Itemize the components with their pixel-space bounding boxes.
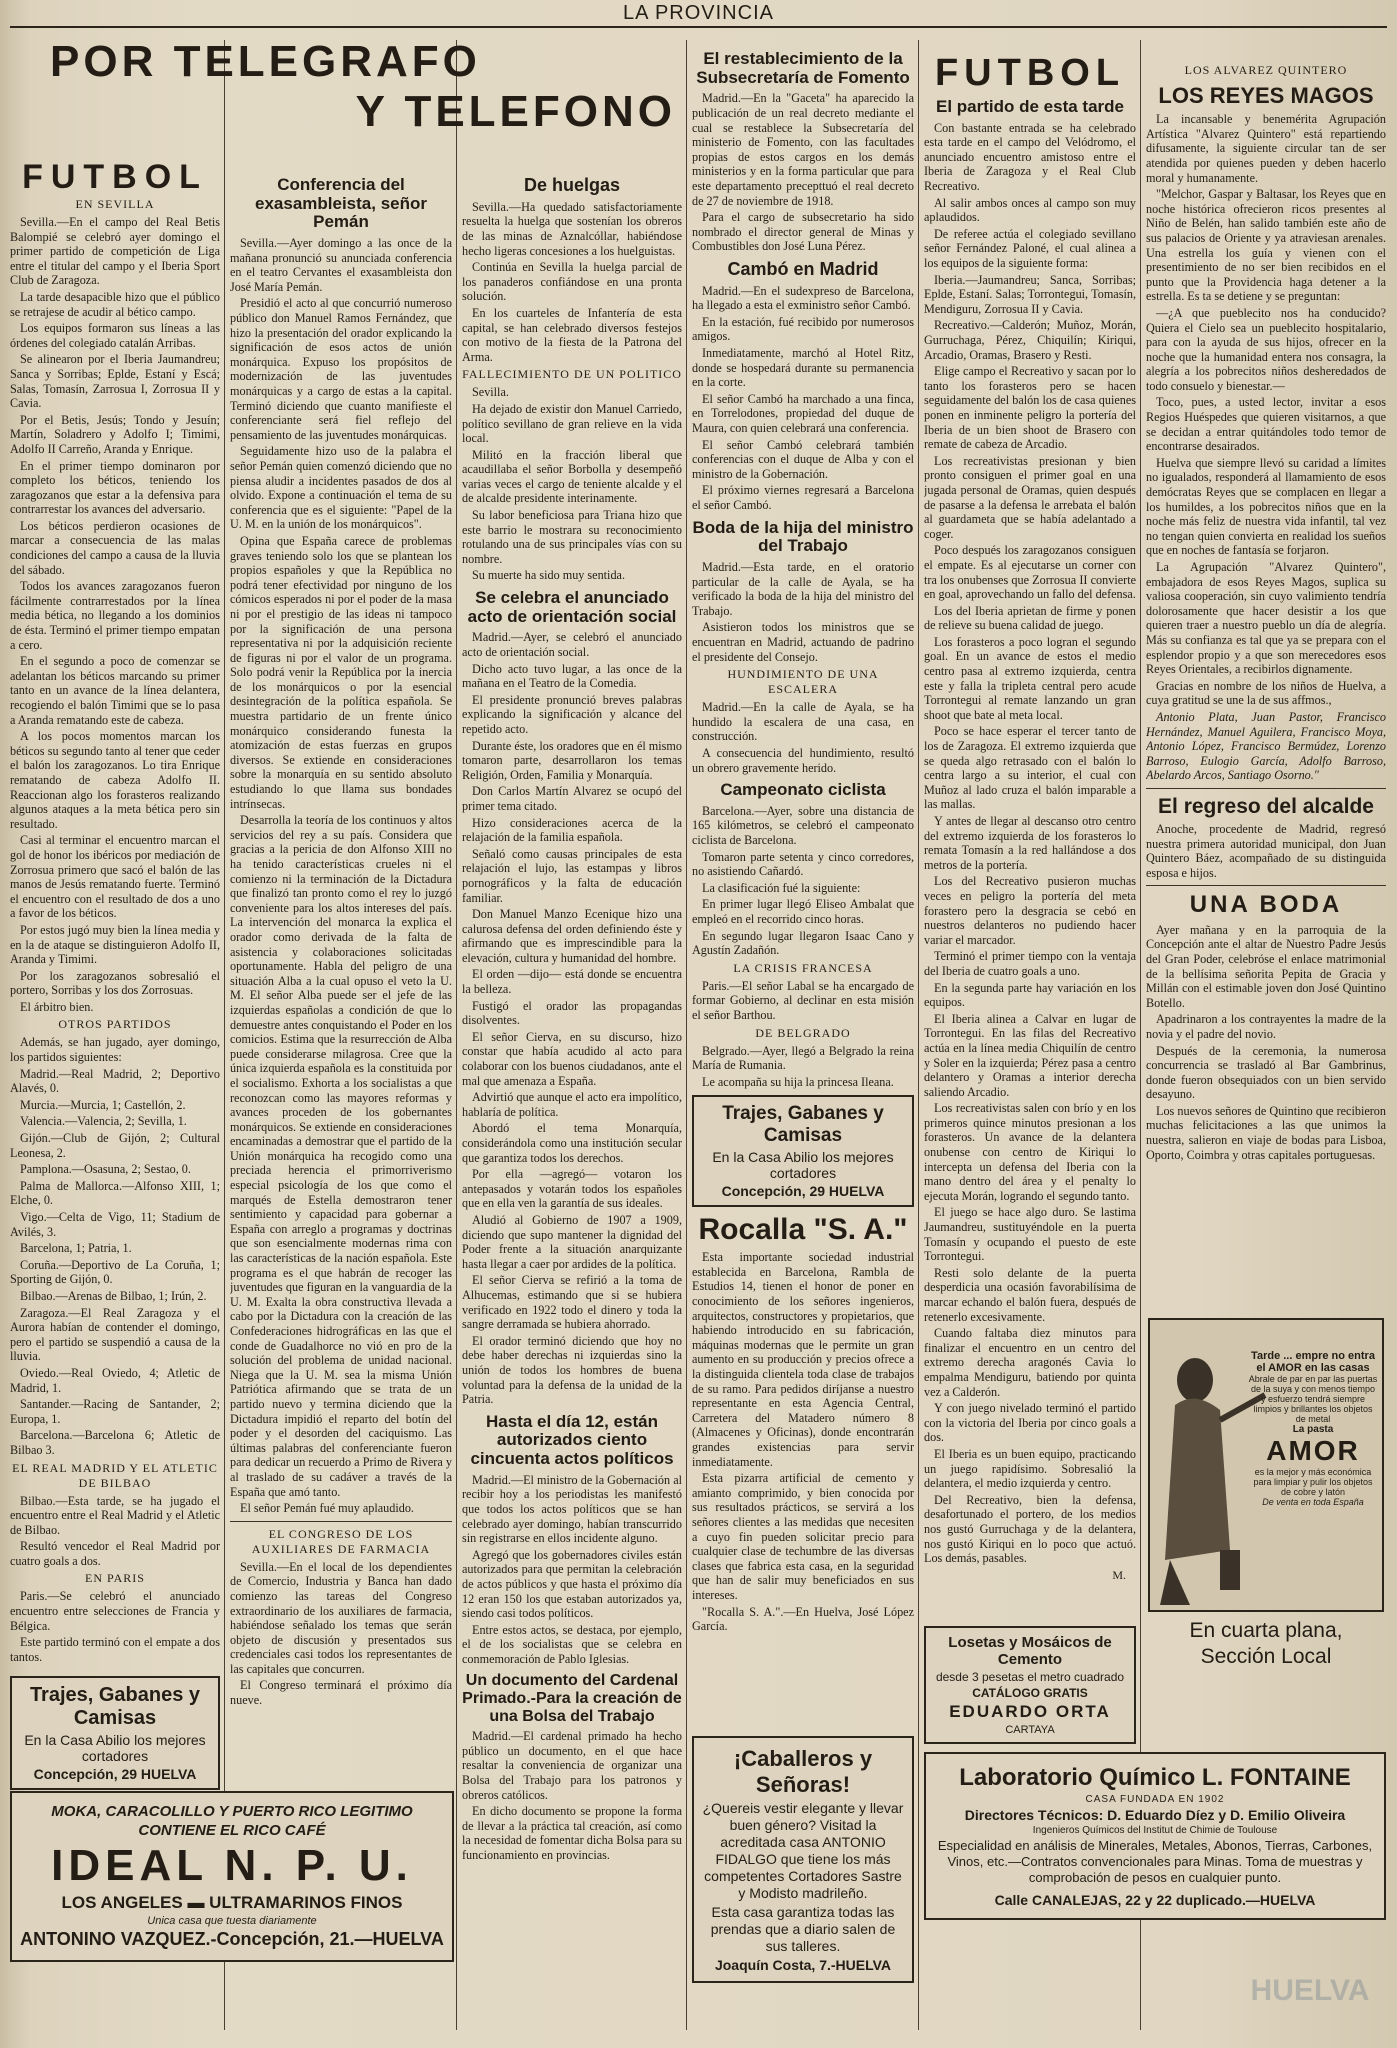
paragraph: A los pocos momentos marcan los béticos su segundo tanto al tener que ceder el balón los zaragozanos. Lo tira Enrique rematando de cabeza Adolfo II. Reaccionan algo los forasteros realizando algunos ataques a la meta bética pero sin resultado. — [10, 729, 220, 831]
paragraph: Desarrolla la teoría de los continuos y altos servicios del rey a su país. Considera que gracias a la pericia de don Alfonso XIII no ha tenido características crueles ni el comienzo ni la terminación de la Dictadura que finalizó tan pronto como el rey lo juzgó conveniente para los altos intereses del país. La intervención del monarca la explica el orador como derivada de la falta de asistencia y colaboraciones solicitadas oportunamente. Habla del peligro de una situación Alba a la cual opuso el veto la U. M. El señor Alba puede ser el jefe de las izquierdas españolas a condición de que lo demuestre antes conquistando el Poder en los comicios. Estima que la resurrección de Alba puede considerarse milagrosa. Cree que la única izquierda española es la constituida por el socialismo. Exhorta a los socialistas a que reconozcan como las mayores reformas y avances proceden de los gobernantes monárquicos. Se extiende en consideraciones encaminadas a demostrar que el partido de la Unión monárquica ha recogido como una preciada herencia el primorriverismo especial psicología de los que como el marqués de Estella demostraron tener sentimiento y capacidad para gobernar a España con arreglo a programas y doctrinas que son esencialmente modernas rima con las características de la nación española. Este programa es el que habrán de recoger las juventudes que figuran en la vanguardia de la U. M. Exalta la obra constructiva llevada a cabo por la Dictadura con la creación de las Confederaciones hidrográficas en las que el conde de Guadalhorce no vió en pro de la solución del problema de unidad nacional. Niega que la U. M. sea la misma Unión Patriótica afirmando que se trata de un partido nuevo y termina diciendo que la Dictadura impidió el reparto del botín del poder y el desorden del caciquismo. Las últimas palabras del conferenciante fueron para dedicar un recuerdo a Primo de Rivera y al traslado de su cadáver a través de la España que amó tanto. — [230, 813, 452, 1499]
paragraph: Los recreativistas presionan y bien pronto consiguen el primer goal en una jugada personal de Oramas, quien después de pasarse a la defensa le arrebata el balón al guardameta que se había adelantado a coger. — [924, 453, 1136, 541]
ad-text: Tarde ... empre no entra el AMOR en las casas — [1251, 1350, 1375, 1374]
ad-text: En la Casa Abilio los mejores cortadores — [24, 1732, 206, 1764]
ad-trajes-center — [692, 1095, 914, 1207]
paragraph: Don Manuel Manzo Ecenique hizo una calurosa defensa del orden definiendo éste y afirmando que es imprescindible para la elevación, cultura y humanidad del hombre. — [462, 907, 682, 965]
paragraph: Vigo.—Celta de Vigo, 11; Stadium de Avilés, 3. — [10, 1210, 220, 1239]
paragraph: Su labor beneficiosa para Triana hizo que este barrio le mostrara su reconocimiento rotulando una de sus principales vías con su nombre. — [462, 508, 682, 566]
ad-text: En cuarta plana, — [1189, 1619, 1343, 1642]
ad-text: CARTAYA — [1005, 1724, 1055, 1736]
ad-text: Ingenieros Químicos del Institut de Chimie de Toulouse — [1032, 1825, 1278, 1836]
paragraph: El señor Pemán fué muy aplaudido. — [240, 1501, 414, 1516]
divider — [230, 1521, 452, 1522]
paragraph: El presidente pronunció breves palabras explicando la significación y alcance del repetido acto. — [462, 692, 682, 736]
ad-text: Sección Local — [1200, 1645, 1332, 1668]
headline: Boda de la hija del ministro del Trabajo — [692, 517, 914, 556]
paragraph: Oviedo.—Real Oviedo, 4; Atletic de Madrid, 1. — [10, 1365, 220, 1395]
subhead: FALLECIMIENTO DE UN POLITICO — [462, 367, 682, 382]
paragraph: El orden —dijo— está donde se encuentra la belleza. — [462, 967, 682, 997]
ad-text: Especialidad en análisis de Minerales, Metales, Abonos, Tierras, Carbones, Vinos, etc.—Contratos convencionales para Minas. Toma de muestras y comprobación de pesos en cualquier punto. — [937, 1838, 1373, 1885]
paragraph: Bilbao.—Esta tarde, se ha jugado el encuentro entre el Real Madrid y el Atletic de Bilbao. — [10, 1493, 220, 1537]
subhead: HUNDIMIENTO DE UNA ESCALERA — [727, 667, 879, 697]
ad-address: Joaquín Costa, 7.-HUELVA — [714, 1957, 892, 1973]
paragraph: Inmediatamente, marchó al Hotel Ritz, donde se hospedará durante su permanencia en la corte. — [692, 346, 914, 390]
banner — [10, 37, 686, 140]
paragraph: En el segundo a poco de comenzar se adelantan los béticos marcando su primer tanto en un avance de la línea delantera, recogiendo el balón Timimi que se lo pasa a Aranda rematando este de cabeza. — [10, 654, 220, 727]
paragraph: Pamplona.—Osasuna, 2; Sestao, 0. — [20, 1162, 191, 1177]
ad-line: MOKA, CARACOLILLO Y PUERTO RICO LEGITIMO — [51, 1803, 413, 1820]
paragraph: La incansable y benemérita Agrupación Artística "Alvarez Quintero" está repartiendo difusamente, la siguiente circular tan de ser atendida por quienes pueden y deben hacerlo moral y humanamente. — [1146, 112, 1386, 185]
ad-title: Trajes, Gabanes y Camisas — [722, 1103, 884, 1147]
paragraph: Abordó el tema Monarquía, considerándola como una institución secular que garantiza todos los derechos. — [462, 1121, 682, 1165]
paragraph: Paris.—El señor Labal se ha encargado de formar Gobierno, al declinar en esta misión el señor Barthou. — [692, 978, 914, 1022]
paragraph: "Melchor, Gaspar y Baltasar, los Reyes que en noche histórica ofrecieron ricos presentes al Niño de Belén, han salido también este año de sus palacios de Oriente y ya atraviesan arenales. Una estrella los guía y vienen con el presentimiento de no ser bien recibidos en el punto que la Providencia haga detener a la estrella. Es ta se detiene y se preguntan: — [1146, 187, 1386, 304]
column-rule — [224, 40, 225, 2030]
paragraph: Del Recreativo, bien la defensa, desafortunado el portero, de los medios nos gustó Gurruchaga y de la delantera, nos gustó Kiriqui en lo poco que actuó. Los demás, pasables. — [924, 1492, 1136, 1566]
paragraph: Madrid.—Real Madrid, 2; Deportivo Alavés, 0. — [10, 1066, 220, 1096]
paragraph: Ha dejado de existir don Manuel Carriedo, político sevillano de gran relieve en la vida local. — [462, 401, 682, 446]
ad-address: Calle CANALEJAS, 22 y 22 duplicado.—HUELVA — [994, 1892, 1316, 1908]
paragraph: Coruña.—Deportivo de La Coruña, 1; Sporting de Gijón, 0. — [10, 1257, 220, 1287]
paragraph: En segundo lugar llegaron Isaac Cano y Agustín Zadañón. — [692, 928, 914, 958]
paragraph: En primer lugar llegó Eliseo Ambalat que empleó en el recorrido cinco horas. — [692, 897, 914, 926]
paragraph: Murcia.—Murcia, 1; Castellón, 2. — [20, 1097, 186, 1112]
subhead: DE BELGRADO — [755, 1025, 851, 1040]
paragraph: Por estos jugó muy bien la línea media y en la de ataque se distinguieron Adolfo II, Aranda y Timimi. — [10, 922, 220, 967]
banner-line-2: Y TELEFONO — [355, 87, 676, 136]
column-5 — [924, 40, 1136, 1660]
paragraph: Elige campo el Recreativo y sacan por lo tanto los forasteros pero se hacen seguidamente del balón los de casa quienes ponen en inminente peligro la portería del Iberia de un bien shoot de Brasero con remate de cabeza de Arcadio. — [924, 364, 1136, 452]
headline: UNA BODA — [1189, 891, 1343, 919]
subhead: LA CRISIS FRANCESA — [733, 960, 873, 975]
ad-address: ANTONINO VAZQUEZ.-Concepción, 21.—HUELVA — [20, 1929, 444, 1949]
futbol-heading: FUTBOL — [934, 52, 1126, 94]
paragraph: De referee actúa el colegiado sevillano señor Fernández Paloné, el cual alinea a los equipos de la siguiente forma: — [924, 226, 1136, 271]
paragraph: Su muerte ha sido muy sentida. — [472, 568, 625, 583]
paragraph: Asistieron todos los ministros que se encuentran en Madrid, actuando de padrino el presidente del Consejo. — [692, 620, 914, 664]
ad-cuarta-plana — [1148, 1618, 1384, 1670]
ad-line: CONTIENE EL RICO CAFÉ — [138, 1822, 326, 1839]
paragraph: Los equipos formaron sus líneas a las órdenes del colegiado catalán Arribas. — [10, 321, 220, 350]
paragraph: Le acompaña su hija la princesa Ileana. — [702, 1074, 894, 1089]
paragraph: Para el cargo de subsecretario ha sido nombrado el director general de Minas y Combustibles don José Luna Pérez. — [692, 210, 914, 254]
paragraph: Madrid.—Ayer, se celebró el anunciado acto de orientación social. — [462, 630, 682, 660]
paragraph: "Rocalla S. A.".—En Huelva, José López García. — [692, 1604, 914, 1634]
paragraph: Huelva que siempre llevó su caridad a límites no igualados, responderá al llamamiento de esos demócratas Reyes que se complacen en llegar a los humildes, a los pobrecitos niños que en la noche más feliz de nuestra vida infantil, tal vez no tengan quien convierta en realidad los sueños que en noches de fantasía se forjaron. — [1146, 455, 1386, 558]
paragraph: Y con juego nivelado terminó el partido con la victoria del Iberia por cinco goals a dos. — [924, 1401, 1136, 1445]
paragraph: Continúa en Sevilla la huelga parcial de los panaderos confiándose en una pronta solución. — [462, 260, 682, 304]
paragraph: Madrid.—El cardenal primado ha hecho público un documento, en el que hace resaltar la conveniencia de organizar una Bolsa del Trabajo para los patronos y obreros católicos. — [462, 1729, 682, 1802]
paragraph: La clasificación fué la siguiente: — [702, 880, 861, 895]
section-paris: EN PARIS — [85, 1571, 145, 1586]
paragraph: Anoche, procedente de Madrid, regresó nuestra primera autoridad municipal, don Juan Quintero Báez, acompañado de su distinguida esposa e hijos. — [1146, 822, 1386, 880]
paragraph: Belgrado.—Ayer, llegó a Belgrado la reina María de Rumania. — [692, 1043, 914, 1073]
headline: El restablecimiento de la Subsecretaría de Fomento — [696, 49, 910, 87]
paragraph: Por ella —agregó— votaron los antepasados y votarán todos los españoles que en ella ven la garantía de sus ideales. — [462, 1167, 682, 1211]
headline: Cambó en Madrid — [727, 258, 879, 279]
paragraph: Gracias en nombre de los niños de Huelva, a cuya gratitud se une la de sus affmos., — [1146, 678, 1386, 708]
headline: El partido de esta tarde — [936, 97, 1124, 116]
paragraph: El señor Cierva, en su discurso, hizo constar que había acudido al acto para colaborar con los buenos ciudadanos, ante el mal que amenaza a España. — [462, 1029, 682, 1088]
paragraph: Se alinearon por el Iberia Jaumandreu; Sanca y Sorribas; Eplde, Estaní y Escá; Salas, Tomasín, Zarrosua I, Zorrosua II y Cavia. — [10, 352, 220, 411]
paragraph: Resti solo delante de la puerta desperdicia una ocasión favorabilísima de marcar echando el balón fuera, después de retenerlo excesivamente. — [924, 1265, 1136, 1324]
paragraph: Barcelona, 1; Patria, 1. — [20, 1241, 132, 1256]
paragraph: Cuando faltaba diez minutos para finalizar el encuentro en un centro del extremo derecha aragonés Cavia lo empalma Mendiguru, batiendo por quinta vez a Calderón. — [924, 1326, 1136, 1399]
divider — [1146, 885, 1386, 886]
paragraph: Además, se han jugado, ayer domingo, los partidos siguientes: — [10, 1035, 220, 1065]
paragraph: Sevilla. — [472, 385, 509, 400]
paragraph: Esta importante sociedad industrial establecida en Barcelona, Rambla de Estudios 14, tienen el honor de poner en conocimiento de los señores ingenieros, arquitectos, constructores y propietarios, que habiendo introducido en su fabricación, máquinas modernas que le permite un gran aumento en su producción y precios ofrece a la distinguida clientela toda clase de trabajos de su ramo. Para pedidos diríjanse a nuestro representante en esta Agencia Central, Carretera del Matadero número 8 (Almacenes y Oficinas), donde encontrarán grandes existencias para servir inmediatamente. — [692, 1250, 914, 1469]
paragraph: Poco se hace esperar el tercer tanto de los de Zaragoza. El extremo izquierda que se queda algo retrasado con el balón lo centra largo a su interior, el cual con Muñoz al lado cruza el balón imparable a las mallas. — [924, 724, 1136, 812]
paragraph: Los recreativistas salen con brío y en los primeros quince minutos presionan a los forasteros. Un avance de la delantera onubense con centro de Kiriqui lo intercepta un defensa del Iberia con la mano dentro del área y el penalty lo ejecuta Morán, logrando el segundo tanto. — [924, 1101, 1136, 1203]
paragraph: Los forasteros a poco logran el segundo goal. En un avance de estos el medio centro pasa al extremo izquierda, centra este y falla la tripleta central pero acude Torrontegui al remate lanzando un gran shoot que bate al meta local. — [924, 634, 1136, 722]
amor-illustration — [1148, 1318, 1384, 1612]
ad-laboratorio — [924, 1746, 1386, 1926]
ad-address: Concepción, 29 HUELVA — [721, 1183, 885, 1200]
paragraph: Y antes de llegar al descanso otro centro del extremo izquierda de los forasteros lo remata Tomasín a la red hallándose a dos metros de la portería. — [924, 814, 1136, 872]
futbol-heading: FUTBOL — [22, 160, 208, 196]
ad-title: Laboratorio Químico L. FONTAINE — [959, 1764, 1351, 1791]
headline: El regreso del alcalde — [1158, 794, 1374, 818]
column-rule — [918, 40, 919, 2030]
paragraph: Con bastante entrada se ha celebrado esta tarde en el campo del Velódromo, el anunciado encuentro amistoso entre el Iberia de Zaragoza y el Real Club Recreativo. — [924, 120, 1136, 194]
paragraph: Dicho acto tuvo lugar, a las once de la mañana en el Teatro de la Comedia. — [462, 661, 682, 691]
paragraph: Militó en la fracción liberal que acaudillaba el señor Borbolla y desempeñó varias veces el cargo de teniente alcalde y el de alcalde presidente interinamente. — [462, 447, 682, 506]
paragraph: El orador terminó diciendo que hoy no debe haber derechas ni izquierdas sino la unión de todos los hombres de buena voluntad para la defensa de la unidad de la Patria. — [462, 1333, 682, 1407]
paragraph: —¿A que pueblecito nos ha conducido? Quiera el Cielo sea un pueblecito hospitalario, para con la ayuda de sus hijos, ofrecer en la noche que la humanidad entera nos consagra, la alegría a los pobrecitos niños desheredados de todo consuelo y bienestar.— — [1146, 305, 1386, 393]
ad-brand: EDUARDO ORTA — [949, 1702, 1111, 1721]
ad-title: Losetas y Mosáicos de Cemento — [948, 1634, 1112, 1668]
paragraph: Toco, pues, a usted lector, invitar a esos Regios Huéspedes que quieren visitarnos, a que se decidan a entrar quitándoles todo temor de encontrarse desairados. — [1146, 395, 1386, 454]
ad-text: En la Casa Abilio los mejores cortadores — [712, 1149, 894, 1182]
ad-text: La pasta — [1292, 1424, 1334, 1435]
paragraph: Hizo consideraciones acerca de la relajación de la familia española. — [462, 815, 682, 845]
paragraph: Al salir ambos onces al campo son muy aplaudidos. — [924, 195, 1136, 225]
paragraph: Antonio Plata, Juan Pastor, Francisco Hernández, Manuel Aguilera, Francisco Moya, Antonio López, Francisco Bermúdez, Lorenzo Barroso, Eulogio García, Adolfo Barroso, Abelardo Arcos, Santiago Osorno." — [1146, 709, 1386, 783]
ad-text: CATÁLOGO GRATIS — [972, 1686, 1088, 1700]
column-rule — [456, 40, 457, 2030]
paragraph: Palma de Mallorca.—Alfonso XIII, 1; Elche, 0. — [10, 1178, 220, 1208]
headline: Hasta el día 12, están autorizados ciento cincuenta actos políticos — [470, 1411, 674, 1469]
ad-text: Esta casa garantiza todas las prendas que a diario salen de sus talleres. — [710, 1904, 896, 1954]
headline: Un documento del Cardenal Primado.-Para la creación de una Bolsa del Trabajo — [462, 1672, 682, 1725]
paragraph: Valencia.—Valencia, 2; Sevilla, 1. — [20, 1114, 187, 1129]
headline-rocalla: Rocalla "S. A." — [698, 1213, 908, 1247]
paragraph: El señor Cambó ha marchado a una finca, en Torrelodones, propiedad del duque de Maura, con quien celebrará una conferencia. — [692, 391, 914, 436]
paragraph: Aludió al Gobierno de 1907 a 1909, diciendo que supo mantener la dignidad del Poder frente a la situación anarquizante hasta llegar a caer por ardides de la política. — [462, 1212, 682, 1271]
paragraph: Advirtió que aunque el acto era impolítico, hablaría de política. — [462, 1090, 682, 1119]
paragraph: Esta pizarra artificial de cemento y amianto comprimido, y bien conocida por sus resultados prácticos, se servirá a los señores clientes a las medidas que necesiten a cuyo fin pueden solicitar precio para cualquier clase de techumbre de las diversas clases que fabrica esta casa, en la seguridad que han de salir muy beneficiados en sus intereses. — [692, 1471, 914, 1602]
ad-title: ¡Caballeros y Señoras! — [733, 1746, 873, 1797]
paragraph: Barcelona.—Barcelona 6; Atletic de Bilbao 3. — [10, 1428, 220, 1457]
paragraph: Por los zaragozanos sobresalió el portero, Sorribas y los dos Zorrosuas. — [10, 968, 220, 998]
paragraph: Entre estos actos, se destaca, por ejemplo, el de los socialistas que se celebra en conmemoración de Pablo Iglesias. — [462, 1622, 682, 1666]
paragraph: Madrid.—El ministro de la Gobernación al recibir hoy a los periodistas les manifestó que todos los actos políticos que se han celebrado ayer domingo, habían transcurrido sin registrarse en ellos incidente alguno. — [462, 1472, 682, 1546]
ad-text: De venta en toda España — [1262, 1497, 1364, 1507]
paragraph: Gijón.—Club de Gijón, 2; Cultural Leonesa, 2. — [10, 1131, 220, 1160]
paragraph: A consecuencia del hundimiento, resultó un obrero gravemente herido. — [692, 745, 914, 775]
paragraph: Apadrinaron a los contrayentes la madre de la novia y el padre del novio. — [1146, 1012, 1386, 1041]
ad-text: desde 3 pesetas el metro cuadrado — [935, 1670, 1125, 1684]
paragraph: Seguidamente hizo uso de la palabra el señor Pemán quien comenzó diciendo que no piensa aludir a incidentes pasados de dos al olvido. Expone a continuación el tema de su conferencia que es el siguiente: "Papel de la U. M. en la unión de los monárquicos". — [230, 444, 452, 532]
ad-text: ¿Quereis vestir elegante y llevar buen género? Visitad la acreditada casa ANTONIO FIDALGO que tiene los más competentes Cortadores Sastre y Modisto madrileño. — [702, 1800, 904, 1901]
paragraph: En dicho documento se propone la forma de llevar a la práctica tal creación, así como la necesidad de fomentar dicha Bolsa para su funcionamiento en provincias. — [462, 1804, 682, 1863]
paragraph: Durante éste, los oradores que en él mismo tomaron parte, desarrollaron los temas Religión, Orden, Familia y Monarquía. — [462, 738, 682, 782]
paragraph: Señaló como causas principales de esta relajación el lujo, las estampas y libros pornográficos y la falta de educación familiar. — [462, 846, 682, 905]
headline: De huelgas — [523, 175, 621, 195]
section-sevilla: EN SEVILLA — [75, 197, 155, 211]
paragraph: Tomaron parte setenta y cinco corredores, no asistiendo Cañardó. — [692, 849, 914, 879]
column-6 — [1146, 60, 1386, 1320]
paragraph: Santander.—Racing de Santander, 2; Europa, 1. — [10, 1397, 220, 1426]
ad-text: es la mejor y más económica para limpiar y pulir los objetos de cobre y latón — [1253, 1467, 1373, 1497]
amor-text — [1248, 1350, 1378, 1507]
ad-brand: IDEAL N. P. U. — [51, 1841, 413, 1890]
ad-losetas — [924, 1620, 1136, 1750]
signature: M. — [1112, 1567, 1126, 1582]
headline: Campeonato ciclista — [720, 780, 886, 800]
paragraph: En el primer tiempo dominaron por completo los béticos, teniendo los zaragozanos que estar a la defensiva para contrarrestar los avances del adversario. — [10, 458, 220, 517]
paragraph: El juego se hace algo duro. Se lastima Jaumandreu, sustituyéndole en la puerta Tomasín y ocupando el puesto de este Torrontegui. — [924, 1205, 1136, 1264]
headline: LOS REYES MAGOS — [1158, 83, 1374, 108]
divider — [1146, 788, 1386, 789]
paragraph: Barcelona.—Ayer, sobre una distancia de 165 kilómetros, se celebró el campeonato ciclista de Barcelona. — [692, 803, 914, 847]
paragraph: Fustigó el orador las propagandas disolventes. — [462, 998, 682, 1028]
paragraph: Los del Recreativo pusieron muchas veces en peligro la portería del meta forastero pero la desgracia se cebó en nuestros delanteros no pudiendo hacer variar el marcador. — [924, 874, 1136, 947]
paragraph: En la segunda parte hay variación en los equipos. — [924, 980, 1136, 1010]
subhead: LOS ALVAREZ QUINTERO — [1184, 63, 1348, 77]
ad-trajes-left — [10, 1670, 220, 1796]
paragraph: Sevilla.—En el campo del Real Betis Balompié se celebró ayer domingo el primer partido de competición de Liga entre el titular del campo y el Iberia Sport Club de Zaragoza. — [10, 215, 220, 288]
column-rule — [1140, 40, 1141, 2030]
paragraph: La Agrupación "Alvarez Quintero", embajadora de esos Reyes Magos, suplica su valiosa cooperación, sin cuyo valimiento tendría dolorosamente que hacer desistir a los que quieren traer a nuestro pueblo un día de alegría. Más su confianza es tal que ya se prepara con el esplendor propio y a que son merecedores esos Reyes Orientales, a recibirlos dignamente. — [1146, 560, 1386, 677]
paragraph: Después de la ceremonia, la numerosa concurrencia se trasladó al Bar Gambrinus, donde fueron obsequiados con un bien servido desayuno. — [1146, 1043, 1386, 1102]
paragraph: Todos los avances zaragozanos fueron fácilmente contrarrestados por la línea media bética, no llegando a los dominios de ésta. Terminó el primer tiempo empatan a cero. — [10, 579, 220, 652]
ad-caballeros — [692, 1730, 914, 1989]
paragraph: Zaragoza.—El Real Zaragoza y el Aurora habían de contender el domingo, pero el partido se suspendió a causa de la lluvia. — [10, 1305, 220, 1364]
paragraph: Los nuevos señores de Quintino que recibieron muchas felicitaciones a las que unimos la nuestra, salieron en viaje de bodas para Lisboa, Oporto, Coimbra y otras capitales portuguesas. — [1146, 1103, 1386, 1162]
paragraph: Por el Betis, Jesús; Tondo y Jesuín; Martín, Soladrero y Adolfo I; Timimi, Adolfo II Carreño, Aranda y Enrique. — [10, 412, 220, 456]
paragraph: Agregó que los gobernadores civiles están autorizados para que permitan la celebración de actos públicos y que hasta el próximo día 12 eran 150 los que estaban autorizados ya, siendo casi todos políticos. — [462, 1547, 682, 1621]
paragraph: Casi al terminar el encuentro marcan el gol de honor los ibéricos por mediación de Zorrosua primero que sacó el balón de las manos de Jesús rematando fuerte. Terminó el encuentro con el resultado de dos a uno a favor de los béticos. — [10, 833, 220, 921]
ad-title: Trajes, Gabanes y Camisas — [29, 1684, 201, 1729]
paragraph: La tarde desapacible hizo que el público se retrajese de acudir al bético campo. — [10, 289, 220, 319]
paragraph: Madrid.—En el sudexpreso de Barcelona, ha llegado a esta el exministro señor Cambó. — [692, 283, 914, 313]
paragraph: El Iberia alinea a Calvar en lugar de Torrontegui. En las filas del Recreativo actúa en la línea media Chiquilín de centro y Soler en la izquierda; Pérez pasa a centro delantero y Oramas a interior derecha saliendo Arcadio. — [924, 1011, 1136, 1099]
ad-brand: AMOR — [1266, 1435, 1360, 1466]
headline: Se celebra el anunciado acto de orientación social — [467, 588, 677, 626]
section-otros-partidos: OTROS PARTIDOS — [58, 1017, 172, 1032]
paragraph: Iberia.—Jaumandreu; Sanca, Sorribas; Eplde, Estaní. Salas; Torrontegui, Tomasín, Mendiguru, Zorrosua II y Cavia. — [924, 272, 1136, 316]
headline: Conferencia del exasambleista, señor Pemán — [255, 175, 427, 232]
paragraph: Sevilla.—En el local de los dependientes de Comercio, Industria y Banca han dado comienzo las tareas del Congreso extraordinario de los auxiliares de farmacia, habiéndose señalado los temas que serán objeto de discusión y presentados sus credenciales casi todos los representantes de las capitales que concurren. — [230, 1559, 452, 1676]
banner-line-1: POR TELEGRAFO — [50, 37, 481, 86]
paragraph: El árbitro bien. — [20, 999, 94, 1014]
masthead: LA PROVINCIA — [623, 2, 774, 24]
paragraph: El señor Cierva se refirió a la toma de Alhucemas, estimando que si se hubiera verificado en 1922 todo el dinero y toda la sangre derramada se hubiera ahorrado. — [462, 1273, 682, 1332]
paragraph: Don Carlos Martín Alvarez se ocupó del primer tema citado. — [462, 784, 682, 813]
paragraph: Los del Iberia aprietan de firme y ponen de relieve su buena calidad de juego. — [924, 603, 1136, 633]
ad-ideal-npu — [10, 1785, 454, 1968]
ad-line: Unica casa que tuesta diariamente — [147, 1915, 317, 1927]
paragraph: Sevilla.—Ayer domingo a las once de la mañana pronunció su anunciada conferencia en el teatro Cervantes el exasambleista don José María Pemán. — [230, 236, 452, 294]
paragraph: Recreativo.—Calderón; Muñoz, Morán, Gurruchaga, Pérez, Chiquilín; Kiriqui, Arcadio, Oramas, Brasero y Resti. — [924, 318, 1136, 362]
paragraph: Madrid.—Esta tarde, en el oratorio particular de la calle de Ayala, se ha verificado la boda de la hija del ministro del Trabajo. — [692, 559, 914, 618]
subhead: EL CONGRESO DE LOS AUXILIARES DE FARMACIA — [251, 1526, 431, 1556]
paragraph: Resultó vencedor el Real Madrid por cuatro goals a dos. — [10, 1539, 220, 1568]
paragraph: Presidió el acto al que concurrió numeroso público don Manuel Ramos Fernández, que hizo la presentación del orador explicando la significación de esos actos de unión monárquica. Expuso los propósitos de modernización de las juventudes monárquicas y a cargo de estas a la capital. Terminó diciendo que cuanto manifieste el conferenciante será fiel reflejo del pensamiento de las juventudes monárquicas. — [230, 296, 452, 442]
paragraph: Los béticos perdieron ocasiones de marcar a consecuencia de las malas condiciones del campo a causa de la lluvia del sábado. — [10, 518, 220, 577]
masthead-rule — [10, 26, 1387, 28]
paragraph: Madrid.—En la calle de Ayala, se ha hundido la escalera de una casa, en construcción. — [692, 700, 914, 744]
paragraph: Madrid.—En la "Gaceta" ha aparecido la publicación de un real decreto mediante el cual se restablece la Subsecretaría del ministerio de Fomento, con las facultades propias de estos cargos en los demás ministerios y en la forma particular que para este departamento precepttuó el real decreto de 27 de noviembre de 1918. — [692, 91, 914, 208]
paragraph: Este partido terminó con el empate a dos tantos. — [10, 1635, 220, 1664]
paragraph: El próximo viernes regresará a Barcelona el señor Cambó. — [692, 483, 914, 513]
paragraph: Bilbao.—Arenas de Bilbao, 1; Irún, 2. — [20, 1288, 207, 1303]
column-4 — [692, 40, 914, 1660]
paragraph: Ayer mañana y en la parroquia de la Concepción ante el altar de Nuestro Padre Jesús del Gran Poder, celebróse el enlace matrimonial de la bellísima señorita Pepita de Gracia y Millán con el estimable joven don José Quintino Botello. — [1146, 922, 1386, 1010]
ad-text: CASA FUNDADA EN 1902 — [1085, 1794, 1225, 1805]
paragraph: Terminó el primer tiempo con la ventaja del Iberia de cuatro goals a uno. — [924, 949, 1136, 978]
paragraph: Poco después los zaragozanos consiguen el empate. Es al ejecutarse un corner con tra los onubenses que Zorrosua II convierte en goal, aprovechando un fallo del defensa. — [924, 543, 1136, 602]
column-rule — [686, 40, 687, 2030]
column-2 — [230, 170, 452, 1780]
ad-amor — [1148, 1312, 1384, 1670]
paragraph: Sevilla.—Ha quedado satisfactoriamente resuelta la huelga que sostenían los obreros de las minas de Aznalcóllar, habiéndose hecho ligeras concesiones a los huelguistas. — [462, 199, 682, 258]
column-3 — [462, 170, 682, 2030]
paragraph: Opina que España carece de problemas graves teniendo solo los que se plantean los propios españoles y que la República no podrá tener efectividad por ninguno de los cómicos esperados ni por el poder de la masa ni por el prestigio de las ideas ni tampoco por la significación de una persona representativa ni por la adquisición reciente de figuras ni por el valor de un programa. Solo podrá venir la República por la inercia de los monárquicos o por la esencial desintegración de la política española. Se muestra partidario de un frente único monárquico considerando funesta la atomización de estas fuerzas en grupos diversos. Se extiende en consideraciones sobre la monarquía en su sentido absoluto estudiando lo que llama sus bondades intrínsecas. — [230, 533, 452, 811]
paragraph: Paris.—Se celebró el anunciado encuentro entre selecciones de Francia y Bélgica. — [10, 1589, 220, 1633]
paragraph: En los cuarteles de Infantería de esta capital, se han celebrado diversos festejos con motivo de la fiesta de la Patrona del Arma. — [462, 305, 682, 364]
paragraph: El Iberia es un buen equipo, practicando un juego rapidísimo. Sobresalió la delantera, el medio izquierda y centro. — [924, 1446, 1136, 1491]
paragraph: El señor Cambó celebrará también conferencias con el duque de Alba y con el ministro de la Gobernación. — [692, 437, 914, 481]
paragraph: El Congreso terminará el próximo día nueve. — [230, 1678, 452, 1708]
paragraph: En la estación, fué recibido por numerosos amigos. — [692, 314, 914, 344]
ad-text: Abrale de par en par las puertas de la suya y con menos tiempo y esfuerzo tendrá siempre limpios y brillantes los objetos de metal — [1248, 1374, 1378, 1424]
ad-text: Directores Técnicos: D. Eduardo Díez y D. Emilio Oliveira — [964, 1807, 1346, 1823]
archive-watermark: HUELVA — [1250, 1974, 1370, 2007]
section-real-madrid: EL REAL MADRID Y EL ATLETIC DE BILBAO — [12, 1460, 218, 1490]
ad-line: LOS ANGELES ▬ ULTRAMARINOS FINOS — [61, 1893, 403, 1912]
ad-address: Concepción, 29 HUELVA — [33, 1766, 197, 1782]
